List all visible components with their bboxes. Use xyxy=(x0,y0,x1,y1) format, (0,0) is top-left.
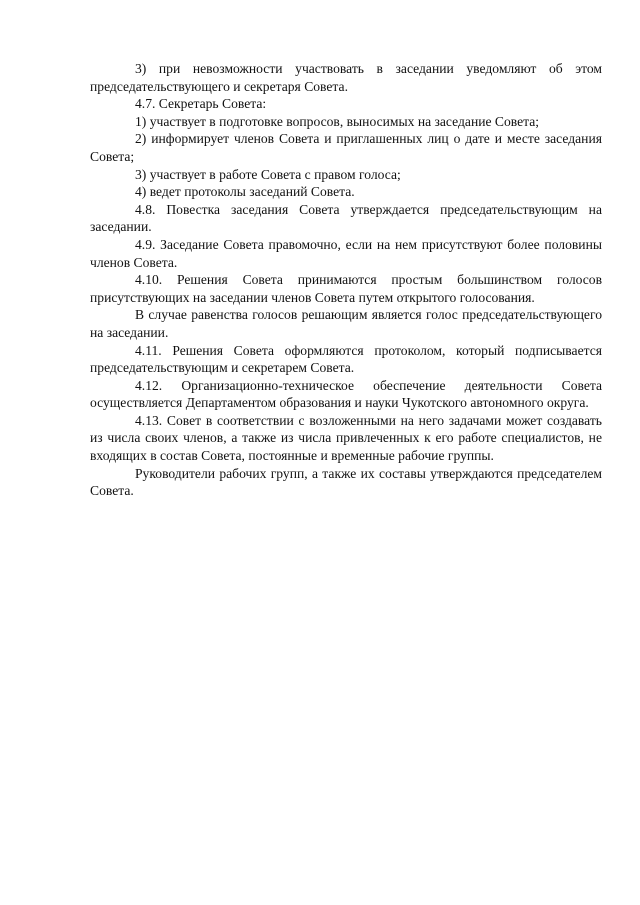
paragraph-item-1-prepare: 1) участвует в подготовке вопросов, выносимых на заседание Совета; xyxy=(135,113,540,129)
paragraph-item-4-minutes: 4) ведет протоколы заседаний Совета. xyxy=(135,184,355,200)
paragraph-item-3-notify: 3) при невозможности участвовать в заседании уведомляют об этом председательствующего и секретаря Совета. xyxy=(90,61,602,94)
section-4-8: 4.8. Повестка заседания Совета утверждается председательствующим на заседании. xyxy=(90,201,602,235)
document-page xyxy=(90,60,602,500)
paragraph-item-2-inform: 2) информирует членов Совета и приглашенных лиц о дате и месте заседания Совета; xyxy=(90,131,602,164)
paragraph-tie-vote: В случае равенства голосов решающим является голос председательствующего на заседании. xyxy=(90,307,602,340)
section-4-13: 4.13. Совет в соответствии с возложенными на него задачами может создавать из числа своих членов, а также из числа привлеченных к его работе специалистов, не входящих в состав Совета, постоянные и временные рабочие группы. xyxy=(90,412,602,464)
section-4-11: 4.11. Решения Совета оформляются протоколом, который подписывается председательствующим и секретарем Совета. xyxy=(90,342,602,376)
section-4-12: 4.12. Организационно-техническое обеспечение деятельности Совета осуществляется Департаментом образования и науки Чукотского автономного округа. xyxy=(90,377,602,411)
section-4-9: 4.9. Заседание Совета правомочно, если на нем присутствуют более половины членов Совета. xyxy=(90,236,602,270)
paragraph-working-groups: Руководители рабочих групп, а также их составы утверждаются председателем Совета. xyxy=(90,465,602,499)
section-4-7-heading: 4.7. Секретарь Совета: xyxy=(135,96,267,112)
section-4-10: 4.10. Решения Совета принимаются простым большинством голосов присутствующих на заседании членов Совета путем открытого голосования. xyxy=(90,272,602,305)
paragraph-item-3-vote: 3) участвует в работе Совета с правом голоса; xyxy=(135,166,401,182)
